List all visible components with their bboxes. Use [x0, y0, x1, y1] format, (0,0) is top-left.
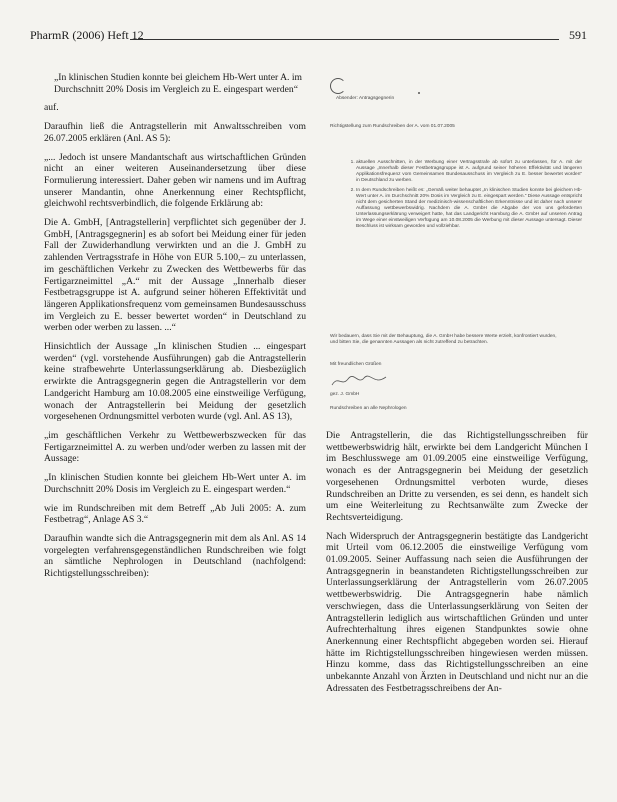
signature-icon	[330, 373, 390, 389]
quote-paragraph: „In klinischen Studien konnte bei gleichem Hb-Wert unter A. im Durchschnitt 20% Dosis im Vergleich zu E. eingespart werden.“	[44, 472, 306, 495]
letter-facsimile	[326, 72, 588, 422]
body-paragraph: Nach Widerspruch der Antragsgegnerin bestätigte das Landgericht mit Urteil vom 06.12.2005 die einstweilige Verfügung vom 01.09.2005. Seiner Auffassung nach seien die Ausführungen der Antragsgegnerin in beanstandeten Richtigstellungsschreiben zur Unterlassungserklärung der Antragstellerin vom 26.07.2005 wettbewerbswidrig. Die Antragsgegnerin habe nämlich verschwiegen, dass die Unterlassungserklärung von Seiten der Antragstellerin lediglich aus wirtschaftlichen Gründen und unter Aufrechterhaltung ihres eigenen Standpunktes sowie ohne Anerkennung einer Rechtspflicht abgegeben worden sei. Hierauf hätte im Richtigstellungsschreiben hingewiesen werden müssen. Hinzu komme, dass das Richtigstellungsschreiben an eine unbekannte Anzahl von Ärzten in Deutschland und nicht nur an die Adressaten des Festbetragsschreibens der An-	[326, 530, 588, 694]
body-paragraph: wie im Rundschreiben mit dem Betreff „Ab Juli 2005: A. zum Festbetrag“, Anlage AS 3.“	[44, 502, 306, 526]
body-paragraph: Daraufhin ließ die Antragstellerin mit Anwaltsschreiben vom 26.07.2005 erklären (Anl. AS 5):	[44, 121, 306, 144]
right-column	[326, 72, 588, 701]
company-logo-icon	[330, 78, 346, 94]
letter-footer: Rundschreiben an alle Nephrologen	[330, 406, 407, 411]
body-paragraph: auf.	[44, 102, 59, 114]
body-paragraph: Hinsichtlich der Aussage „In klinischen Studien ... eingespart werden“ (vgl. vorstehende Ausführungen) gab die Antragstellerin keine strafbewehrte Unterlassungserklärung ab. Diesbezüglich erwirkte die Antragsgegnerin gegen die Antragstellerin vor dem Landgericht Hamburg am 10.08.2005 eine einstweilige Verfügung, wonach der Antragstellerin bei Meidung der gesetzlich vorgesehenen Ordnungsmittel verboten wurde (vgl. Anl. AS 13),	[44, 341, 306, 423]
quote-paragraph: „In klinischen Studien konnte bei gleichem Hb-Wert unter A. im Durchschnitt 20% Dosis im Vergleich zu E. eingespart werden“	[54, 72, 302, 95]
letter-list-item: 1. aktuellen Ausschnitten, in der Werbung einer Vertragsstrafe ab sofort zu unterlassen, für A. mit der Aussage „Innerhalb dieser Festbetragsgruppe ist A. aufgrund seiner höheren Effektivität und längeren Applikationsfrequenz vom Gemeinsamen Bundesausschuss im Vergleich zu E. besser bewertet worden“ in Deutschland zu werben.	[356, 160, 582, 184]
letter-sender: Absender: Antragsgegnerin	[336, 96, 395, 101]
dot-icon	[418, 92, 420, 94]
letter-closing: Wir bedauern, dass Sie mit der Behauptung, die A. GmbH habe bessere Werte erzielt, konfrontiert wurden, und bitten Sie, die genannten Aussagen als nicht zutreffend zu betrachten.	[330, 334, 557, 345]
letter-list	[346, 160, 582, 230]
body-paragraph: „im geschäftlichen Verkehr zu Wettbewerbszwecken für das Fertigarzneimittel A. zu werben und/oder werben zu lassen mit der Aussage:	[44, 429, 306, 465]
letter-signoff: Mit freundlichen Grüßen	[330, 362, 382, 367]
letter-body	[346, 160, 582, 234]
body-paragraph: Die Antragstellerin, die das Richtigstellungsschreiben für wettbewerbswidrig hält, erwirkte bei dem Landgericht München I im Beschlusswege am 01.09.2005 eine einstweilige Verfügung, wonach es der Antragsgegnerin bei Meidung der gesetzlich vorgesehenen Ordnungsmittel verboten wurde, dieses Rundschreiben an Dritte zu versenden, es sei denn, es handelt sich um eine Weiterleitung zu Rechtsanwälte zum Zwecke der Rechtsverteidigung.	[326, 430, 588, 523]
body-paragraph: „... Jedoch ist unsere Mandantschaft aus wirtschaftlichen Gründen nicht an einer weiteren Auseinandersetzung über diese Formulierung interessiert. Daher geben wir namens und im Auftrag unserer Mandantin, ohne Anerkennung einer Rechtspflicht, gleichwohl rechtsverbindlich, die folgende Erklärung ab:	[44, 151, 306, 210]
header-rule	[130, 39, 559, 40]
left-column	[44, 72, 306, 587]
letter-reference: Richtigstellung zum Rundschreiben der A. vom 01.07.2005	[330, 124, 455, 129]
letter-list-item: 2. In dem Rundschreiben heißt es: „Gemäß weiter behauptet „In klinischen Studien konnte bei gleichem Hb-Wert unter A. im Durchschnitt 20% Dosis im Vergleich zu E. eingespart werden.“ Diese Aussage entspricht nicht dem gesicherten Stand der medizinisch-wissenschaftlichen Erkenntnisse und ist daher nach unserer Auffassung wettbewerbswidrig. Nachdem die A. GmbH die Abgabe der von uns geforderten Unterlassungserklärung verweigert hatte, hat das Landgericht Hamburg die A. GmbH auf unseren Antrag im Wege einer einstweiligen Verfügung am 10.08.2005 die Werbung mit dieser Aussage untersagt. Dieser Beschluss ist wirksam geworden und vollziehbar.	[356, 188, 582, 230]
page-number: 591	[569, 28, 587, 42]
page-header	[30, 28, 587, 42]
journal-reference: PharmR (2006) Heft 12	[30, 28, 144, 42]
body-paragraph: Die A. GmbH, [Antragstellerin] verpflichtet sich gegenüber der J. GmbH, [Antragsgegnerin] es ab sofort bei Meidung einer für jeden Fall der Zuwiderhandlung verwirkten und an die J. GmbH zu zahlenden Vertragsstrafe in Höhe von EUR 5.100,– zu unterlassen, im geschäftlichen Verkehr zu Zwecken des Wettbewerbs für das Fertigarzneimittel „A.“ mit der Aussage „Innerhalb dieser Festbetragsgruppe ist A. aufgrund seiner höheren Effektivität und längeren Applikationsfrequenz vom gemeinsamen Bundesausschuss im Vergleich zu E. besser bewertet worden“ in Deutschland zu werben oder werben zu lassen. ...“	[44, 217, 306, 334]
body-paragraph: Daraufhin wandte sich die Antragsgegnerin mit dem als Anl. AS 14 vorgelegten verfahrensgegenständlichen Rundschreiben wie folgt an sämtliche Nephrologen in Deutschland (nachfolgend: Richtigstellungsschreiben):	[44, 532, 306, 580]
letter-signed: gez. J. GmbH	[330, 392, 360, 397]
